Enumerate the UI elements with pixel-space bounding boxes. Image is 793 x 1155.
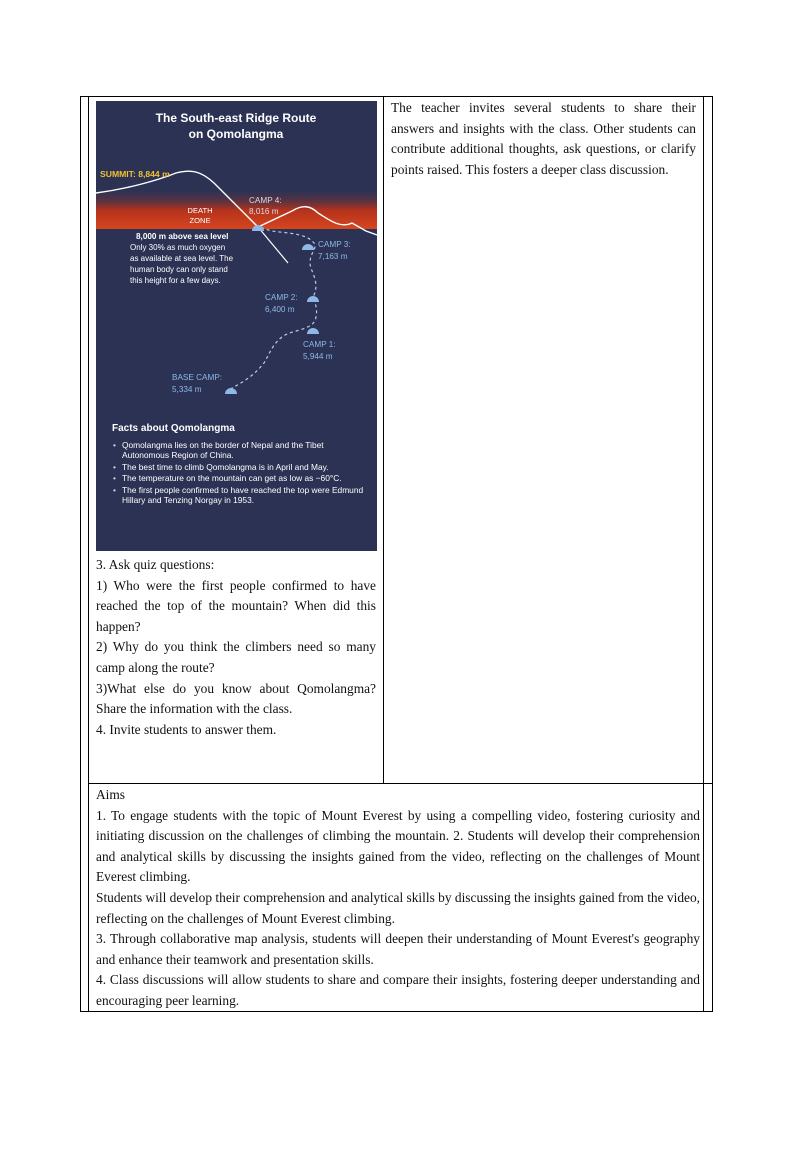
teacher-activity-text: The teacher invites several students to share their answers and insights with the class. Other students can contribute additional thoughts, ask questions, or clarify points raised. This fosters a deeper class discussion. xyxy=(391,100,696,177)
facts-list xyxy=(112,440,364,505)
aims-title: Aims xyxy=(96,787,126,802)
base-camp-marker xyxy=(225,388,237,394)
altitude-note-line: as available at sea level. The xyxy=(130,254,234,263)
ridge-slope xyxy=(258,227,288,263)
camp2-name: CAMP 2: xyxy=(265,293,298,302)
summit-label: SUMMIT: 8,844 m xyxy=(100,169,170,179)
quiz-question-2: 2) Why do you think the climbers need so many camp along the route? xyxy=(96,639,376,675)
camp1-marker xyxy=(307,328,319,334)
camp4-name: CAMP 4: xyxy=(249,196,282,205)
quiz-section xyxy=(96,555,376,740)
table-border-top xyxy=(80,96,713,97)
facts-title: Facts about Qomolangma xyxy=(112,423,235,434)
camp3-marker xyxy=(302,244,314,250)
camp1-name: CAMP 1: xyxy=(303,340,336,349)
poster-title-line1: The South-east Ridge Route xyxy=(155,111,317,125)
aims-paragraph: 1. To engage students with the topic of Mount Everest by using a compelling video, fostering curiosity and initiating discussion on the challenges of climbing the mountain. 2. Students will develop their comprehension and analytical skills by discussing the insights gained from the video, reflecting on the challenges of Mount Everest climbing. xyxy=(96,807,700,885)
aims-paragraph: Students will develop their comprehension and analytical skills by discussing the insights gained from the video, reflecting on the challenges of Mount Everest climbing. xyxy=(96,889,700,926)
table-border-left-inner xyxy=(88,96,89,1012)
altitude-note-line: this height for a few days. xyxy=(130,276,221,285)
fact-item: • The best time to climb Qomolangma is in April and May. xyxy=(112,462,364,472)
camp3-altitude: 7,163 m xyxy=(318,252,348,261)
teacher-activity xyxy=(391,98,696,180)
camp1-altitude: 5,944 m xyxy=(303,352,333,361)
death-zone-label-1: DEATH xyxy=(187,206,213,215)
quiz-question-3: 3)What else do you know about Qomolangma? Share the information with the class. xyxy=(96,680,376,717)
camp4-altitude: 8,016 m xyxy=(249,207,279,216)
quiz-heading: 3. Ask quiz questions: xyxy=(96,557,215,572)
table-border-right-outer xyxy=(712,96,713,1012)
aims-paragraph: 3. Through collaborative map analysis, students will deepen their understanding of Mount Everest's geography and enhance their teamwork and presentation skills. xyxy=(96,931,700,967)
quiz-instruction: 4. Invite students to answer them. xyxy=(96,721,277,737)
table-border-right-inner xyxy=(703,96,704,1012)
route-poster-image xyxy=(96,101,377,551)
fact-item: • Qomolangma lies on the border of Nepal and the Tibet Autonomous Region of China. xyxy=(112,440,364,461)
base-camp-name: BASE CAMP: xyxy=(172,373,223,382)
camp2-altitude: 6,400 m xyxy=(265,305,295,314)
altitude-note-line: human body can only stand xyxy=(130,265,228,274)
aims-paragraph: 4. Class discussions will allow students to share and compare their insights, fostering deeper understanding and encouraging peer learning. xyxy=(96,972,700,1008)
row-divider xyxy=(88,783,713,784)
aims-section xyxy=(96,785,700,1012)
camp2-marker xyxy=(307,296,319,302)
fact-item: • The temperature on the mountain can get as low as −60°C. xyxy=(112,473,364,483)
fact-item: • The first people confirmed to have reached the top were Edmund Hillary and Tenzing Norgay in 1953. xyxy=(112,485,364,506)
table-border-left-outer xyxy=(80,96,81,1012)
camp3-name: CAMP 3: xyxy=(318,240,351,249)
death-zone-label-2: ZONE xyxy=(189,216,211,225)
quiz-question-1: 1) Who were the first people confirmed to have reached the top of the mountain? When did this happen? xyxy=(96,577,376,634)
column-divider xyxy=(383,96,384,783)
altitude-note-heading: 8,000 m above sea level xyxy=(136,232,229,241)
facts-box xyxy=(112,423,364,506)
base-camp-altitude: 5,334 m xyxy=(172,385,202,394)
poster-title-line2: on Qomolangma xyxy=(188,127,284,141)
altitude-note-line: Only 30% as much oxygen xyxy=(130,243,226,252)
